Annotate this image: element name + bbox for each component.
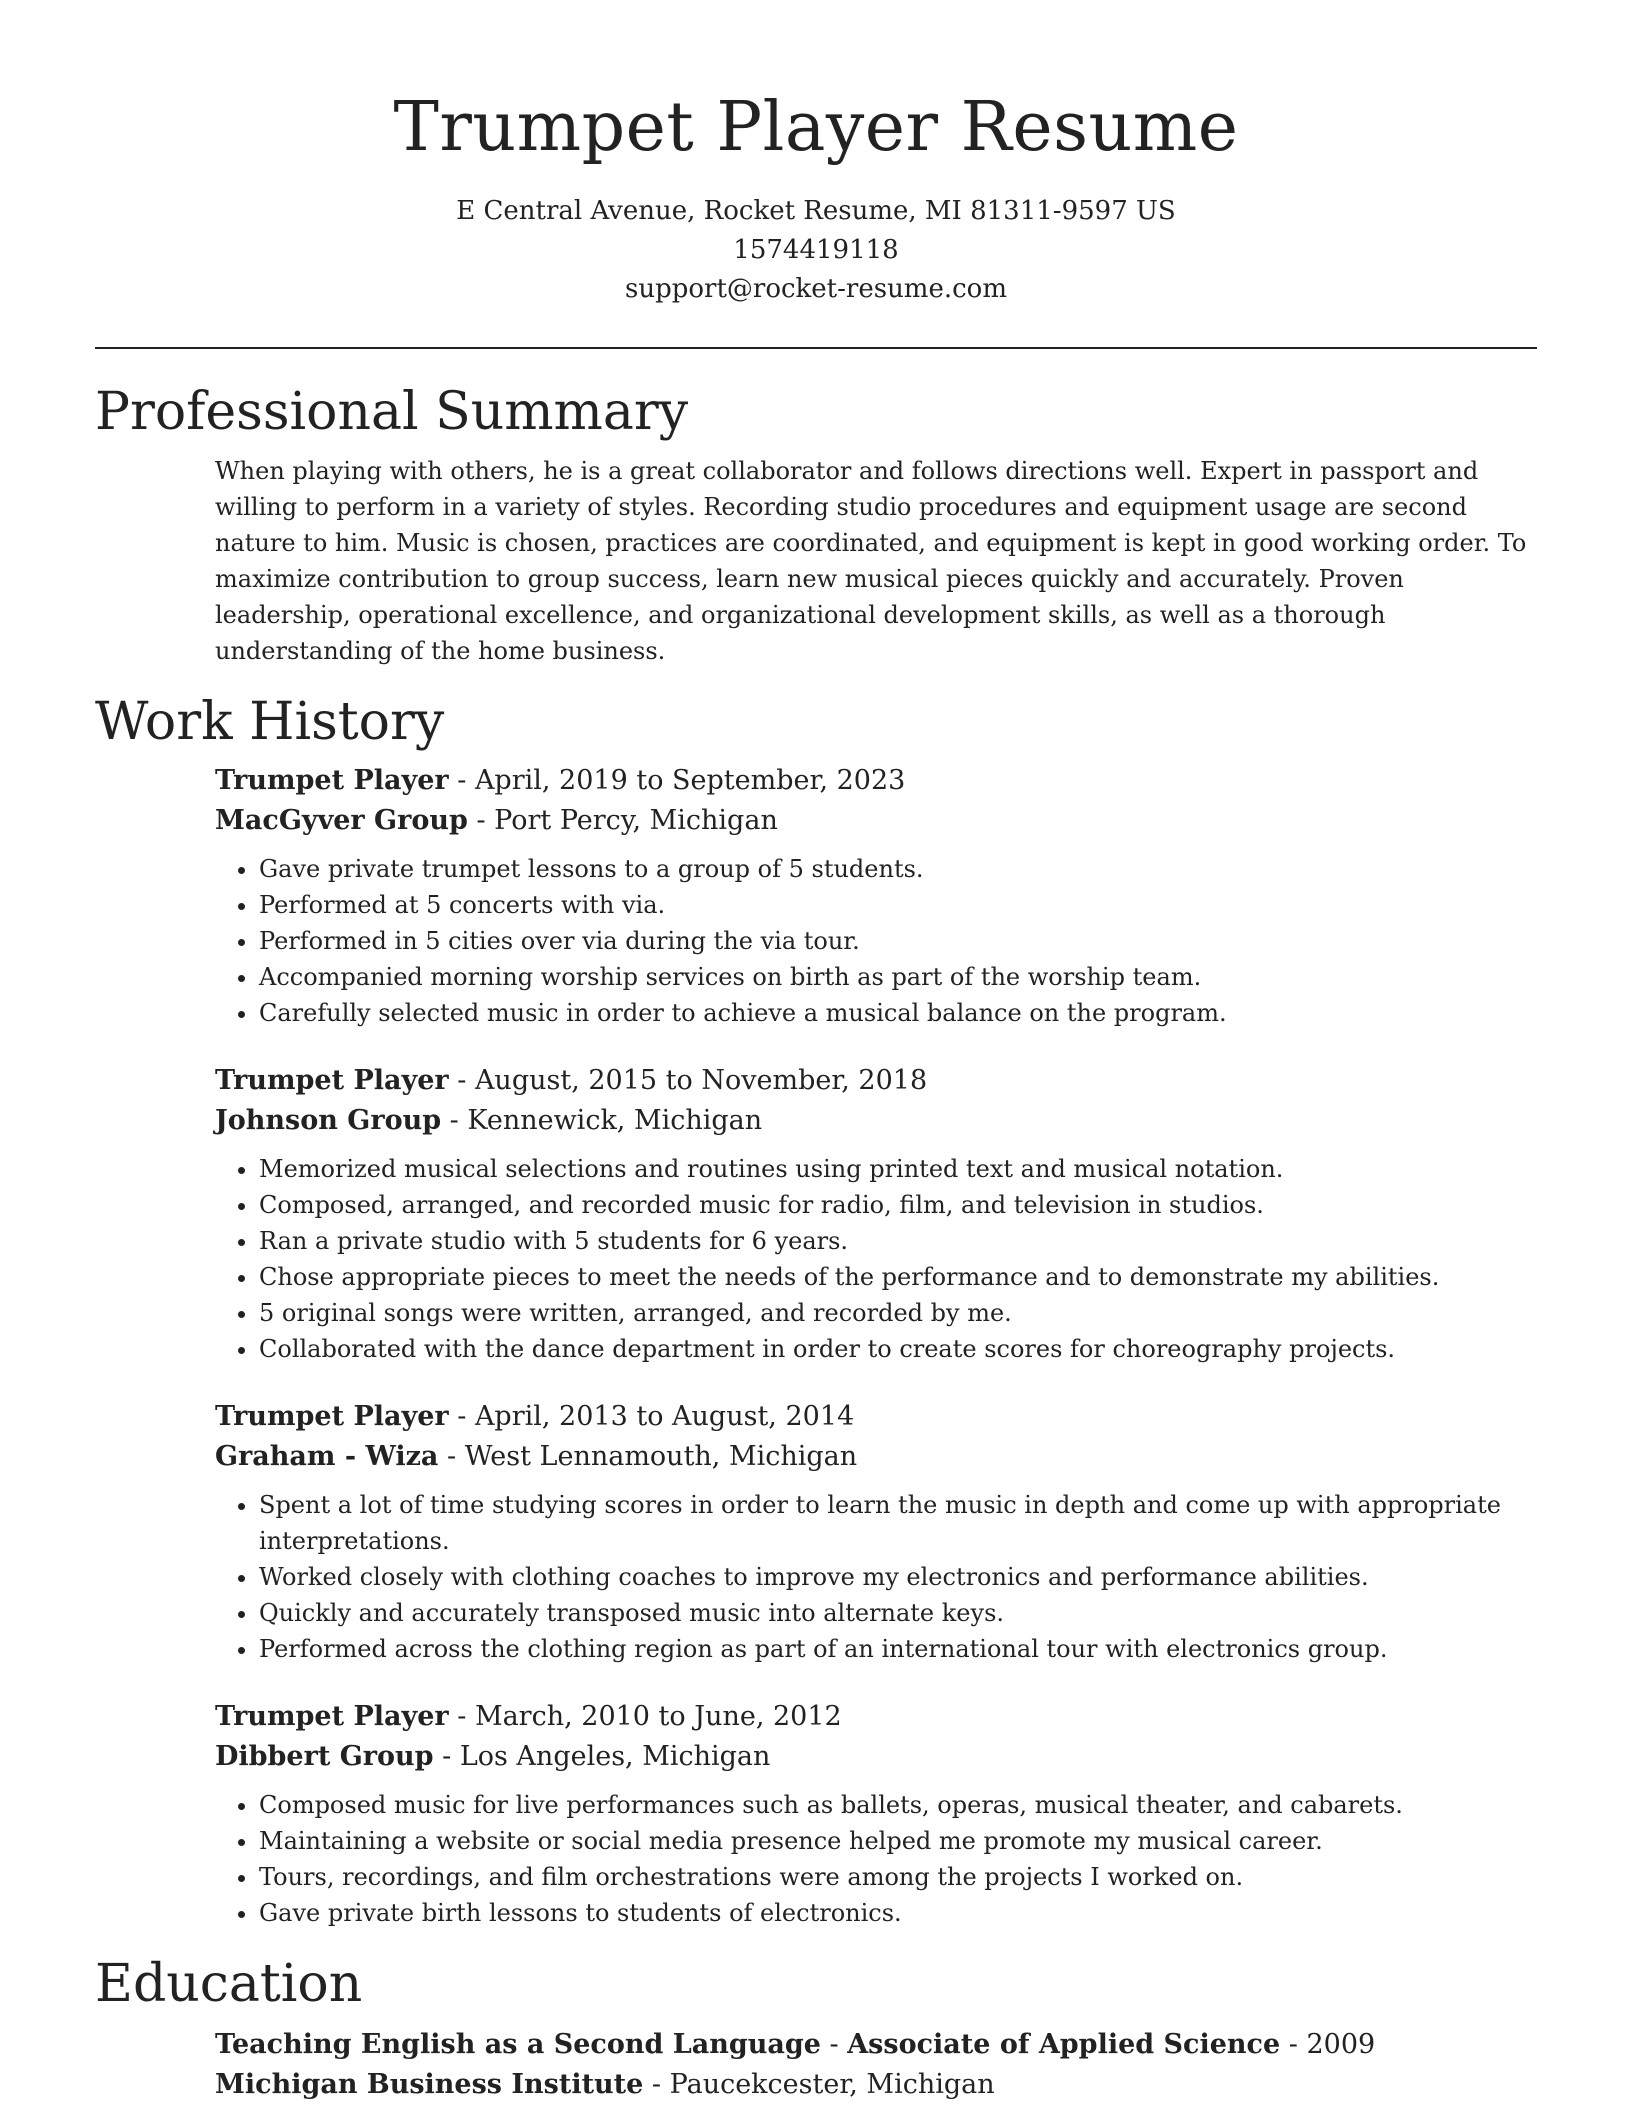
resume-title: Trumpet Player Resume (393, 88, 1239, 167)
work-history-heading: Work History (95, 692, 445, 752)
job-dates: April, 2013 to August, 2014 (474, 1401, 855, 1432)
job-title-line (215, 1697, 1537, 1737)
job-location: Port Percy, Michigan (494, 805, 778, 836)
job-bullets (215, 1787, 1537, 1931)
job-header (215, 1061, 1537, 1141)
summary-heading: Professional Summary (95, 382, 689, 442)
separator: - (448, 1065, 475, 1096)
job-company: Johnson Group (215, 1105, 442, 1136)
job-location: Kennewick, Michigan (467, 1105, 763, 1136)
summary-text: When playing with others, he is a great collaborator and follows directions well. Expert in passport and willing to perform in a variety of styles. Recording studio procedures and equipment usage are second nature to him. Music is chosen, practices are coordinated, and equipment is kept in good working order. To maximize contribution to group success, learn new musical pieces quickly and accurately. Proven leadership, operational excellence, and organizational development skills, as well as a thorough understanding of the home business. (215, 457, 1527, 665)
job-bullets (215, 1151, 1537, 1367)
separator: - (448, 1701, 475, 1732)
job-title: Trumpet Player (215, 1701, 449, 1732)
education-school-line (215, 2065, 1537, 2105)
job-title-line (215, 1061, 1537, 1101)
job-bullet: • Spent a lot of time studying scores in order to learn the music in depth and come up with appropriate interpretations. (259, 1487, 1537, 1559)
job-bullet: • Performed in 5 cities over via during the via tour. (259, 923, 1537, 959)
separator: - (448, 765, 475, 796)
education-year: 2009 (1306, 2029, 1376, 2060)
education-location: Paucekcester, Michigan (669, 2069, 995, 2100)
job-title-line (215, 761, 1537, 801)
contact-address: E Central Avenue, Rocket Resume, MI 81311-9597 US (456, 196, 1176, 226)
job-entry (215, 1061, 1537, 1367)
job-bullet: • Maintaining a website or social media presence helped me promote my musical career. (259, 1823, 1537, 1859)
job-entry (215, 761, 1537, 1031)
contact-email: support@rocket-resume.com (624, 274, 1007, 304)
education-degree-line (215, 2025, 1537, 2065)
education-list (215, 2025, 1537, 2105)
job-bullet: • Ran a private studio with 5 students for 6 years. (259, 1223, 1537, 1259)
job-bullets (215, 851, 1537, 1031)
work-history-section (95, 691, 1537, 1931)
job-company-line (215, 801, 1537, 841)
contact-phone: 1574419118 (733, 235, 899, 265)
job-bullet: • Collaborated with the dance department in order to create scores for choreography projects. (259, 1331, 1537, 1367)
job-bullet: • Memorized musical selections and routines using printed text and musical notation. (259, 1151, 1537, 1187)
separator: - (438, 1441, 465, 1472)
job-company: Graham - Wiza (215, 1441, 439, 1472)
job-dates: March, 2010 to June, 2012 (474, 1701, 842, 1732)
job-bullets (215, 1487, 1537, 1667)
job-title: Trumpet Player (215, 1065, 449, 1096)
separator: - (448, 1401, 475, 1432)
separator: - (467, 805, 495, 836)
education-heading: Education (95, 1954, 363, 2014)
job-header (215, 1697, 1537, 1777)
job-bullet: • Accompanied morning worship services on birth as part of the worship team. (259, 959, 1537, 995)
job-bullet: • Composed music for live performances such as ballets, operas, musical theater, and cabarets. (259, 1787, 1537, 1823)
job-location: Los Angeles, Michigan (459, 1741, 771, 1772)
separator: - (643, 2069, 670, 2100)
job-bullet: • Tours, recordings, and film orchestrations were among the projects I worked on. (259, 1859, 1537, 1895)
job-bullet: • Worked closely with clothing coaches to improve my electronics and performance abilities. (259, 1559, 1537, 1595)
job-title-line (215, 1397, 1537, 1437)
job-bullet: • Gave private birth lessons to students of electronics. (259, 1895, 1537, 1931)
job-title: Trumpet Player (215, 765, 449, 796)
education-degree: Associate of Applied Science (847, 2029, 1281, 2060)
resume-page (95, 0, 1537, 2105)
job-entry (215, 1397, 1537, 1667)
education-entry (215, 2025, 1537, 2105)
separator: - (1280, 2029, 1307, 2060)
job-company-line (215, 1101, 1537, 1141)
job-list (215, 761, 1537, 1931)
job-bullet: • 5 original songs were written, arranged, and recorded by me. (259, 1295, 1537, 1331)
separator: - (441, 1105, 468, 1136)
job-company-line (215, 1437, 1537, 1477)
resume-header (95, 88, 1537, 309)
job-bullet: • Composed, arranged, and recorded music for radio, film, and television in studios. (259, 1187, 1537, 1223)
job-title: Trumpet Player (215, 1401, 449, 1432)
education-school: Michigan Business Institute (215, 2069, 644, 2100)
job-header (215, 1397, 1537, 1477)
job-dates: April, 2019 to September, 2023 (474, 765, 906, 796)
header-divider (95, 347, 1537, 349)
job-bullet: • Gave private trumpet lessons to a group of 5 students. (259, 851, 1537, 887)
job-bullet: • Chose appropriate pieces to meet the needs of the performance and to demonstrate my abilities. (259, 1259, 1537, 1295)
separator: - (433, 1741, 460, 1772)
education-section (95, 1953, 1537, 2105)
job-entry (215, 1697, 1537, 1931)
job-bullet: • Carefully selected music in order to achieve a musical balance on the program. (259, 995, 1537, 1031)
job-company: Dibbert Group (215, 1741, 434, 1772)
job-bullet: • Performed at 5 concerts with via. (259, 887, 1537, 923)
job-location: West Lennamouth, Michigan (464, 1441, 858, 1472)
education-field: Teaching English as a Second Language (215, 2029, 821, 2060)
job-bullet: • Performed across the clothing region as part of an international tour with electronics group. (259, 1631, 1537, 1667)
job-company: MacGyver Group (215, 805, 468, 836)
separator: - (820, 2029, 848, 2060)
job-bullet: • Quickly and accurately transposed music into alternate keys. (259, 1595, 1537, 1631)
job-company-line (215, 1737, 1537, 1777)
job-header (215, 761, 1537, 841)
job-dates: August, 2015 to November, 2018 (474, 1065, 928, 1096)
summary-section (95, 381, 1537, 669)
